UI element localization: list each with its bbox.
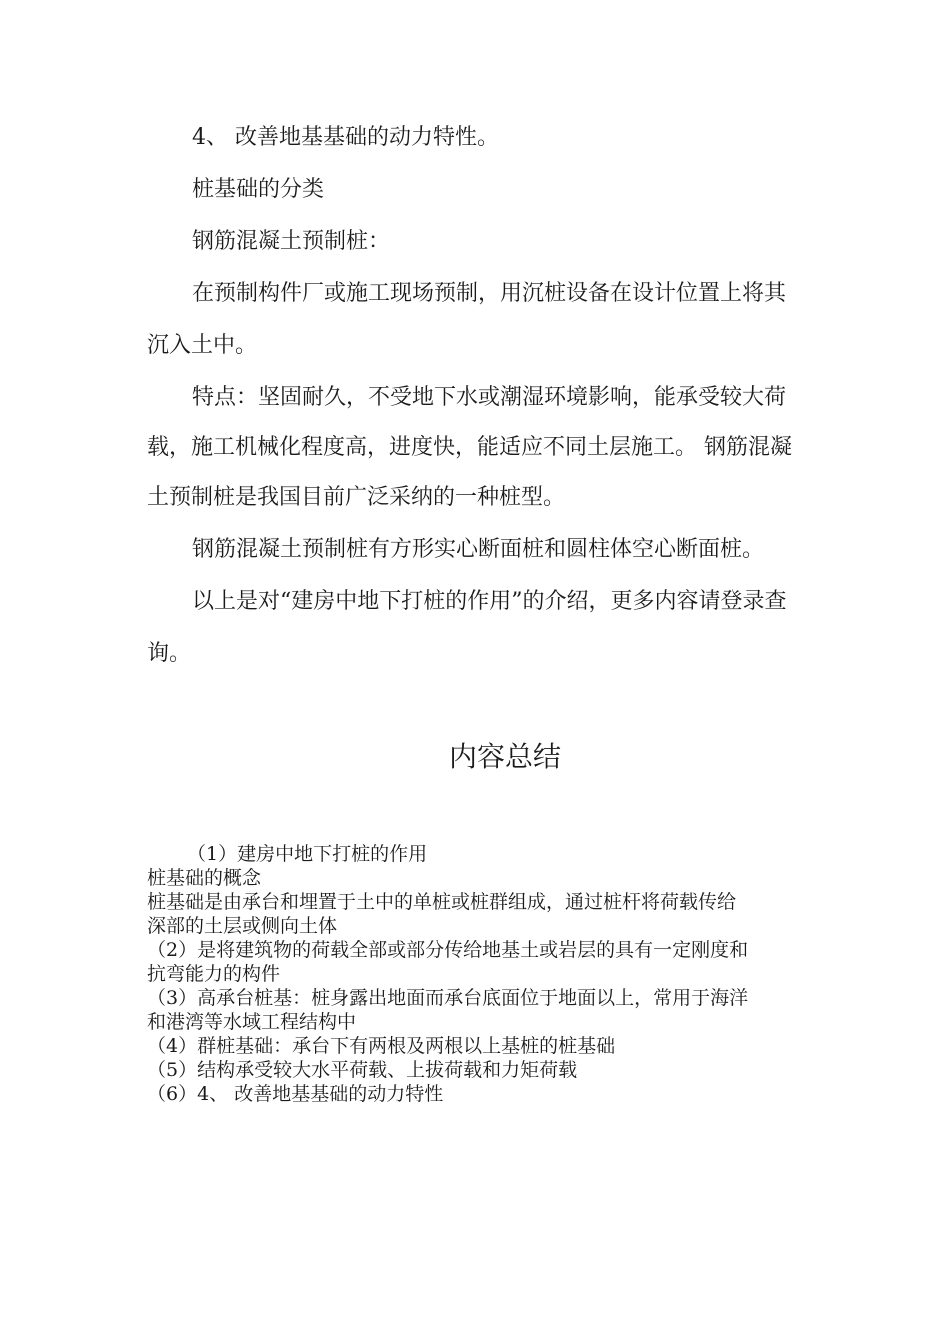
summary-line: （3）高承台桩基：桩身露出地面而承台底面位于地面以上，常用于海洋 [147,987,749,1009]
section-heading-precast-pile: 钢筋混凝土预制桩： [192,229,391,254]
summary-line: （1）建房中地下打桩的作用 [187,843,428,865]
summary-line: （6）4、 改善地基基础的动力特性 [147,1083,444,1105]
summary-title: 内容总结 [448,740,561,773]
paragraph-item-4: 4、 改善地基基础的动力特性。 [192,125,499,150]
summary-line: （4）群桩基础：承台下有两根及两根以上基桩的桩基础 [147,1035,616,1057]
paragraph-features-line-1: 特点：坚固耐久，不受地下水或潮湿环境影响，能承受较大荷 [192,385,787,410]
paragraph-features-line-2: 载，施工机械化程度高，进度快，能适应不同土层施工。 钢筋混凝 [147,435,792,460]
summary-line: （5）结构承受较大水平荷载、上拔荷载和力矩荷载 [147,1059,578,1081]
section-heading-classification: 桩基础的分类 [192,177,325,202]
summary-line: 和港湾等水域工程结构中 [147,1011,357,1033]
paragraph-pile-types: 钢筋混凝土预制桩有方形实心断面桩和圆柱体空心断面桩。 [192,537,765,562]
summary-line: 深部的土层或侧向土体 [147,915,338,937]
paragraph-precast-line-1: 在预制构件厂或施工现场预制，用沉桩设备在设计位置上将其 [192,281,787,306]
summary-line: 桩基础是由承台和埋置于土中的单桩或桩群组成，通过桩杆将荷载传给 [147,891,737,913]
summary-line: 抗弯能力的构件 [147,963,281,985]
summary-line: 桩基础的概念 [147,867,262,889]
paragraph-features-line-3: 土预制桩是我国目前广泛采纳的一种桩型。 [147,485,566,510]
paragraph-precast-line-2: 沉入土中。 [147,333,258,358]
paragraph-closing-line-1: 以上是对“建房中地下打桩的作用”的介绍，更多内容请登录查 [192,589,787,614]
paragraph-closing-line-2: 询。 [147,641,192,666]
summary-line: （2）是将建筑物的荷载全部或部分传给地基土或岩层的具有一定刚度和 [147,939,749,961]
